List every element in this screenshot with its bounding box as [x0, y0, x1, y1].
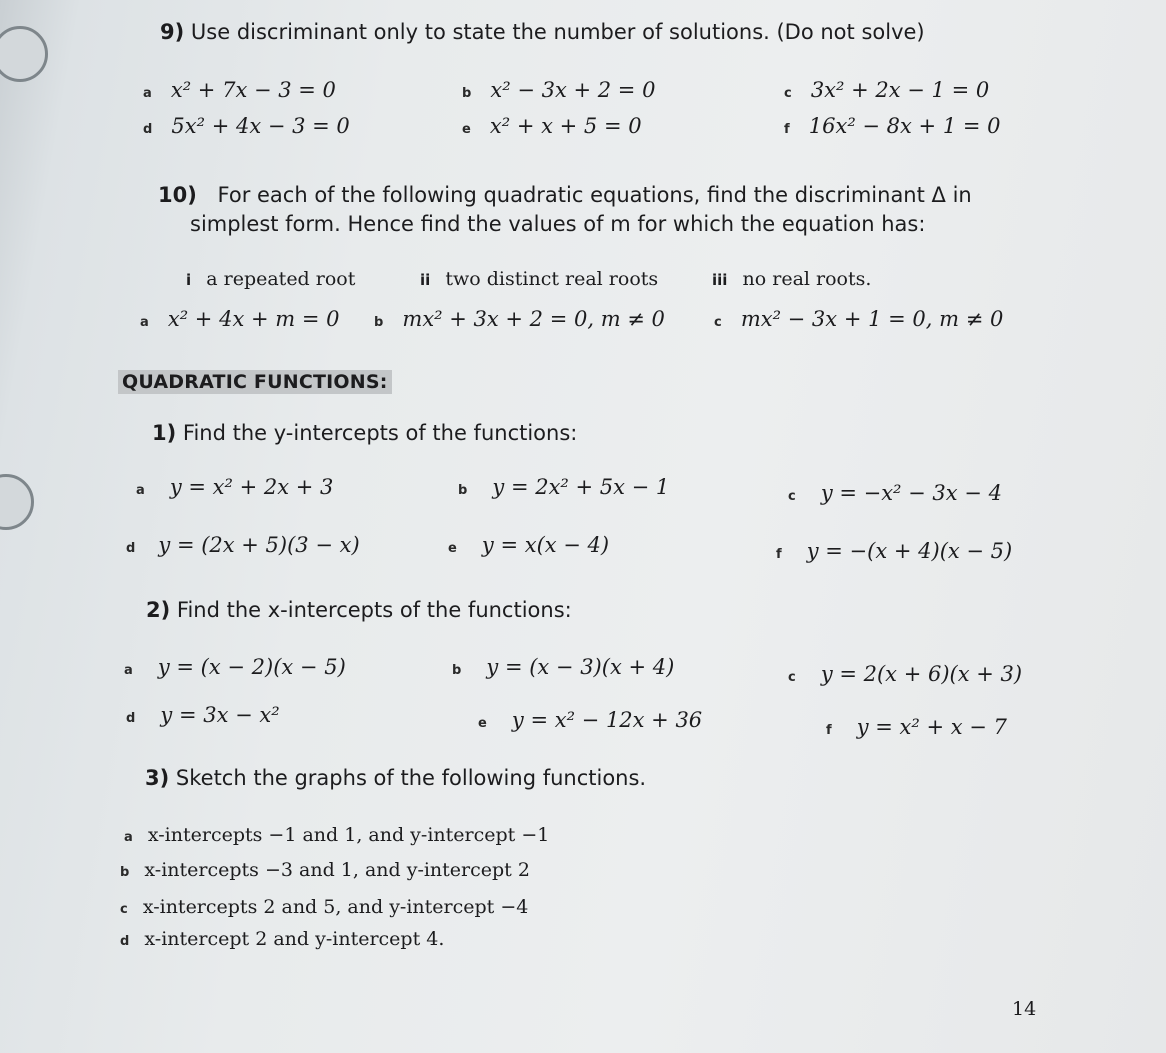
- item-text: x-intercepts −1 and 1, and y-intercept −1: [147, 824, 550, 846]
- item-label: b: [462, 86, 472, 101]
- qf3-item-a: [124, 824, 549, 846]
- qf1-item-b: [458, 475, 669, 499]
- equation: 3x² + 2x − 1 = 0: [810, 78, 990, 102]
- qf2-title: Find the x-intercepts of the functions:: [176, 598, 572, 622]
- q9-title: Use discriminant only to state the number of solutions. (Do not solve): [190, 20, 925, 44]
- item-label: e: [478, 716, 487, 731]
- qf3-item-d: [120, 928, 444, 950]
- item-label: c: [788, 489, 796, 504]
- condition-text: no real roots.: [742, 268, 872, 290]
- item-text: x-intercepts 2 and 5, and y-intercept −4: [142, 896, 529, 918]
- item-text: x-intercept 2 and y-intercept 4.: [144, 928, 445, 950]
- page-number: 14: [1012, 998, 1037, 1020]
- qf2-item-b: [452, 655, 674, 679]
- equation: y = (2x + 5)(3 − x): [158, 533, 360, 557]
- equation: y = x² − 12x + 36: [511, 708, 703, 732]
- item-label: e: [462, 122, 471, 137]
- equation: y = 3x − x²: [160, 703, 280, 727]
- item-label: a: [124, 830, 133, 845]
- qf3-heading: [145, 766, 646, 790]
- q10-number: 10): [158, 183, 197, 207]
- q10-title-line2: simplest form. Hence find the values of m for which the equation has:: [190, 212, 926, 236]
- qf2-number: 2): [146, 598, 171, 622]
- equation: y = 2x² + 5x − 1: [492, 475, 670, 499]
- binder-hole-middle: [0, 474, 34, 530]
- q10-condition-ii: [420, 268, 658, 290]
- equation: y = (x − 3)(x + 4): [486, 655, 675, 679]
- item-label: c: [788, 670, 796, 685]
- qf1-item-f: [776, 539, 1012, 563]
- equation: 5x² + 4x − 3 = 0: [171, 114, 350, 138]
- qf1-item-d: [126, 533, 360, 557]
- q9-number: 9): [160, 20, 185, 44]
- qf3-item-b: [120, 859, 530, 881]
- condition-text: two distinct real roots: [445, 268, 659, 290]
- equation: y = 2(x + 6)(x + 3): [820, 662, 1023, 686]
- item-label: f: [776, 547, 782, 562]
- q10-title-line1: For each of the following quadratic equations, find the discriminant Δ in: [217, 183, 972, 207]
- item-label: a: [124, 663, 133, 678]
- q10-condition-iii: [712, 268, 871, 290]
- q9-item-b: [462, 78, 655, 102]
- qf3-title: Sketch the graphs of the following functions.: [175, 766, 647, 790]
- equation: y = −x² − 3x − 4: [820, 481, 1002, 505]
- item-label: d: [126, 711, 136, 726]
- qf2-heading: [146, 598, 572, 622]
- qf1-item-e: [448, 533, 609, 557]
- condition-label: i: [186, 271, 192, 289]
- item-label: f: [826, 723, 832, 738]
- q9-item-e: [462, 114, 642, 138]
- qf2-item-f: [826, 715, 1007, 739]
- equation: x² + 4x + m = 0: [167, 307, 340, 331]
- qf2-item-a: [124, 655, 346, 679]
- qf2-item-e: [478, 708, 702, 732]
- item-label: a: [140, 315, 149, 330]
- item-label: a: [136, 483, 145, 498]
- item-label: c: [784, 86, 792, 101]
- qf3-number: 3): [145, 766, 170, 790]
- section-title: QUADRATIC FUNCTIONS:: [118, 370, 392, 394]
- q9-item-c: [784, 78, 989, 102]
- binder-hole-top: [0, 26, 48, 82]
- q10-item-b: [374, 307, 665, 331]
- item-label: d: [126, 541, 136, 556]
- q10-item-a: [140, 307, 339, 331]
- q9-item-a: [143, 78, 336, 102]
- equation: mx² − 3x + 1 = 0, m ≠ 0: [740, 307, 1004, 331]
- item-label: d: [120, 934, 130, 949]
- equation: mx² + 3x + 2 = 0, m ≠ 0: [402, 307, 665, 331]
- q9-heading: [160, 20, 925, 44]
- qf1-heading: [152, 421, 577, 445]
- q10-item-c: [714, 307, 1003, 331]
- qf1-item-a: [136, 475, 333, 499]
- equation: x² − 3x + 2 = 0: [490, 78, 656, 102]
- item-label: b: [458, 483, 468, 498]
- item-label: b: [374, 315, 384, 330]
- equation: y = (x − 2)(x − 5): [157, 655, 346, 679]
- item-label: b: [120, 865, 130, 880]
- qf1-item-c: [788, 481, 1002, 505]
- equation: y = x² + 2x + 3: [169, 475, 334, 499]
- item-label: f: [784, 122, 790, 137]
- condition-text: a repeated root: [206, 268, 356, 290]
- equation: 16x² − 8x + 1 = 0: [808, 114, 1001, 138]
- equation: x² + x + 5 = 0: [489, 114, 642, 138]
- condition-label: ii: [420, 271, 431, 289]
- equation: y = −(x + 4)(x − 5): [806, 539, 1013, 563]
- item-label: a: [143, 86, 152, 101]
- item-label: c: [120, 902, 128, 917]
- qf2-item-c: [788, 662, 1022, 686]
- q10-condition-i: [186, 268, 355, 290]
- q9-item-d: [143, 114, 350, 138]
- qf1-title: Find the y-intercepts of the functions:: [182, 421, 578, 445]
- item-text: x-intercepts −3 and 1, and y-intercept 2: [144, 859, 530, 881]
- q10-heading: [158, 183, 972, 207]
- equation: x² + 7x − 3 = 0: [170, 78, 336, 102]
- item-label: b: [452, 663, 462, 678]
- qf1-number: 1): [152, 421, 177, 445]
- equation: y = x² + x − 7: [856, 715, 1007, 739]
- q9-item-f: [784, 114, 1001, 138]
- item-label: d: [143, 122, 153, 137]
- item-label: e: [448, 541, 457, 556]
- equation: y = x(x − 4): [481, 533, 610, 557]
- condition-label: iii: [712, 271, 728, 289]
- item-label: c: [714, 315, 722, 330]
- qf2-item-d: [126, 703, 280, 727]
- qf3-item-c: [120, 896, 528, 918]
